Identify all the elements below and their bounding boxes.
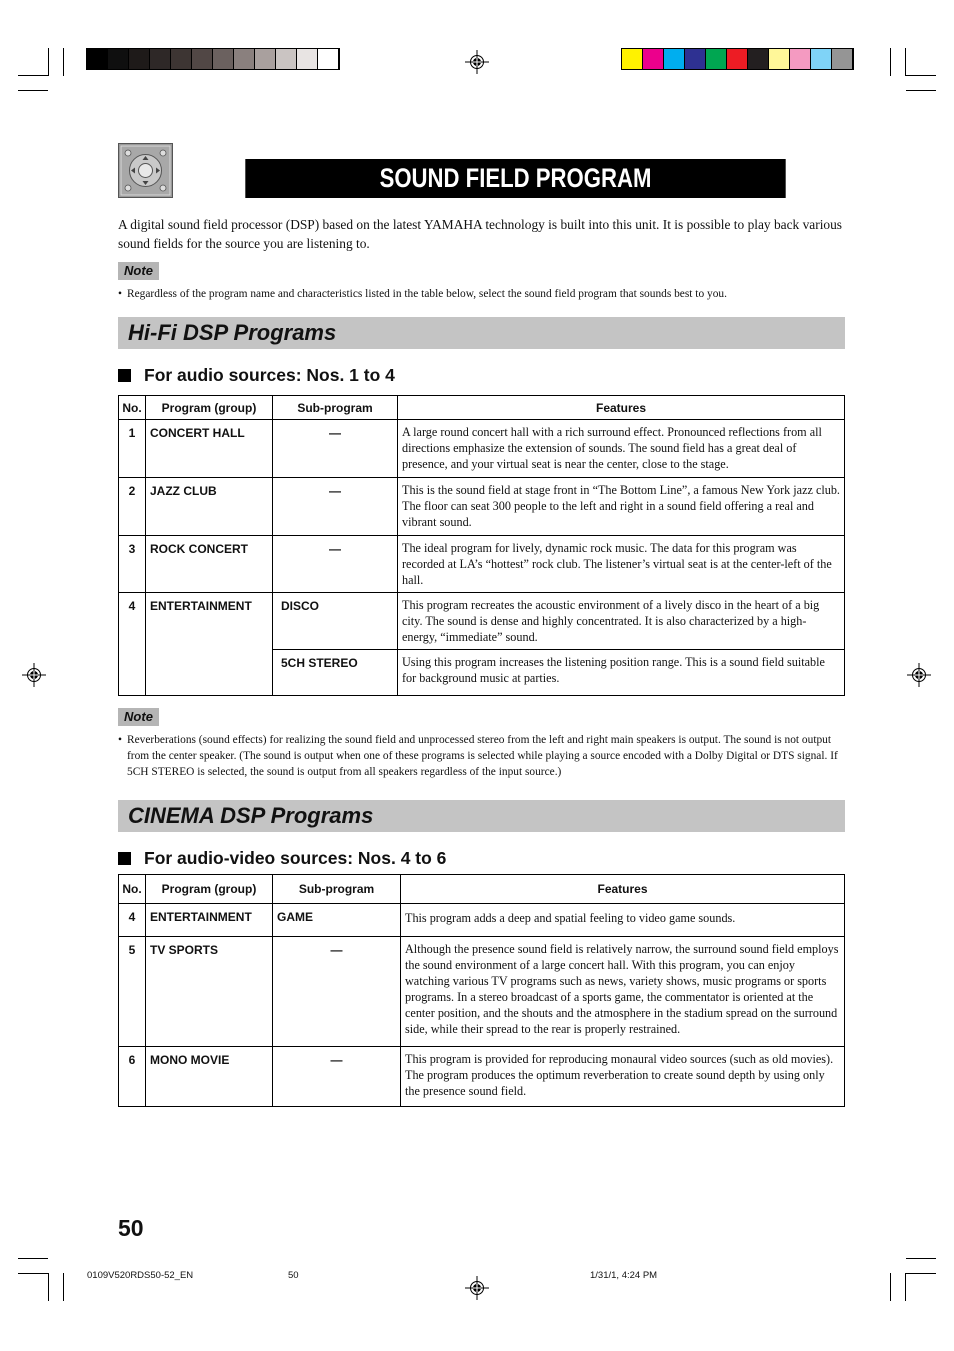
note-label: Note — [118, 708, 159, 726]
note-text — [118, 732, 846, 780]
column-header: Sub-program — [273, 396, 398, 420]
column-header: Sub-program — [273, 875, 401, 904]
program-name: MONO MOVIE — [146, 1047, 273, 1107]
program-features: Although the presence sound field is relatively narrow, the surround sound field employs the sound environment of a large concert hall. With this program, you can enjoy watching various TV programs such as news, variety shows, music programs or sports programs. In a stereo broadcast of a sports game, the commentator is oriented at the center position, and the shouts and the atmosphere in the stadium spread on the surround side, while their spread to the rear is properly restrained. — [401, 937, 845, 1047]
bullet: • — [118, 734, 122, 746]
registration-mark-icon — [22, 663, 46, 687]
program-features: Using this program increases the listening position range. This is a sound field suitable for background music at parties. — [398, 650, 845, 696]
crop-mark — [906, 90, 936, 91]
crop-mark — [18, 75, 48, 76]
calibration-swatch — [87, 49, 108, 69]
footer-date: 1/31/1, 4:24 PM — [590, 1270, 658, 1281]
crop-mark — [906, 75, 936, 76]
color-calibration-bars — [621, 48, 854, 70]
table-header-row — [119, 396, 845, 420]
calibration-swatch — [276, 49, 297, 69]
crop-mark — [18, 90, 48, 91]
program-number: 1 — [119, 420, 146, 478]
program-number: 4 — [119, 904, 146, 937]
grayscale-calibration-bars — [86, 48, 340, 70]
sub-program: — — [273, 937, 401, 1047]
calibration-swatch — [706, 49, 727, 69]
sub-program: DISCO — [273, 593, 398, 650]
calibration-swatch — [748, 49, 769, 69]
calibration-swatch — [664, 49, 685, 69]
calibration-swatch — [192, 49, 213, 69]
page-title: SOUND FIELD PROGRAM — [245, 159, 785, 198]
program-name: ENTERTAINMENT — [146, 904, 273, 937]
program-name: ROCK CONCERT — [146, 536, 273, 593]
calibration-swatch — [150, 49, 171, 69]
table-row — [119, 937, 845, 1047]
calibration-swatch — [643, 49, 664, 69]
sub-program: — — [273, 536, 398, 593]
cinema-program-table — [118, 874, 845, 1107]
calibration-swatch — [213, 49, 234, 69]
program-features: This is the sound field at stage front in “The Bottom Line”, a famous New York jazz club. The floor can seat 300 people to the left and right in a sound field offering a real and vibrant sound. — [398, 478, 845, 536]
crop-mark — [63, 48, 64, 76]
calibration-swatch — [297, 49, 318, 69]
crop-mark — [48, 48, 49, 76]
program-name: JAZZ CLUB — [146, 478, 273, 536]
registration-mark-icon — [465, 50, 489, 74]
calibration-swatch — [255, 49, 276, 69]
note-body: Reverberations (sound effects) for realizing the sound field and unprocessed stereo from the left and right main speakers is output. The sound is not output from the center speaker. (The sound is output when one of these programs is selected while playing a source encoded with a Dolby Digital or DTS signal. If 5CH STEREO is selected, the sound is output from all speakers regardless of the input source.) — [127, 734, 838, 778]
column-header: Program (group) — [146, 396, 273, 420]
crop-mark — [905, 48, 906, 76]
program-number: 3 — [119, 536, 146, 593]
calibration-swatch — [108, 49, 129, 69]
program-number: 2 — [119, 478, 146, 536]
calibration-swatch — [727, 49, 748, 69]
calibration-swatch — [685, 49, 706, 69]
sub-program: 5CH STEREO — [273, 650, 398, 696]
footer-page: 50 — [288, 1270, 299, 1281]
registration-mark-icon — [907, 663, 931, 687]
program-features: This program is provided for reproducing monaural video sources (such as old movies). The program produces the optimum reverberation to create sound depth by using only the presence sound field. — [401, 1047, 845, 1107]
subsection-heading — [118, 847, 446, 869]
program-name: TV SPORTS — [146, 937, 273, 1047]
table-header-row — [119, 875, 845, 904]
subsection-heading — [118, 364, 395, 386]
program-number: 4 — [119, 593, 146, 696]
program-features: This program recreates the acoustic environment of a lively disco in the heart of a big city. The sound is dense and highly concentrated. It is also characterized by a high-energy, “immediate” sound. — [398, 593, 845, 650]
crop-mark — [18, 1258, 48, 1259]
sub-program: GAME — [273, 904, 401, 937]
section-heading-bar — [118, 800, 845, 832]
table-row — [119, 478, 845, 536]
column-header: No. — [119, 875, 146, 904]
square-bullet-icon — [118, 369, 131, 382]
footer-file: 0109V520RDS50-52_EN — [87, 1270, 194, 1281]
table-row — [119, 536, 845, 593]
sub-program: — — [273, 420, 398, 478]
program-features: The ideal program for lively, dynamic rock music. The data for this program was recorded at LA’s “hottest” rock club. The listener’s virtual seat is at the center-left of the hall. — [398, 536, 845, 593]
crop-mark — [48, 1273, 49, 1301]
sub-program: — — [273, 478, 398, 536]
registration-mark-icon — [465, 1276, 489, 1300]
note-label: Note — [118, 262, 159, 280]
intro-paragraph: A digital sound field processor (DSP) based on the latest YAMAHA technology is built into this unit. It is possible to play back various sound fields for the source you are listening to. — [118, 217, 843, 251]
calibration-swatch — [769, 49, 790, 69]
calibration-swatch — [171, 49, 192, 69]
calibration-swatch — [318, 49, 339, 69]
table-row — [119, 593, 845, 650]
program-name: CONCERT HALL — [146, 420, 273, 478]
program-number: 5 — [119, 937, 146, 1047]
crop-mark — [905, 1273, 906, 1301]
crop-mark — [906, 1273, 936, 1274]
crop-mark — [890, 48, 891, 76]
subsection-heading-text: For audio-video sources: Nos. 4 to 6 — [144, 848, 447, 868]
remote-control-icon — [118, 143, 173, 198]
section-heading: CINEMA DSP Programs — [128, 803, 374, 828]
sub-program: — — [273, 1047, 401, 1107]
program-name: ENTERTAINMENT — [146, 593, 273, 696]
calibration-swatch — [811, 49, 832, 69]
bullet: • — [118, 288, 122, 300]
program-features: This program adds a deep and spatial feeling to video game sounds. — [401, 904, 845, 937]
crop-mark — [18, 1273, 48, 1274]
program-number: 6 — [119, 1047, 146, 1107]
section-heading: Hi-Fi DSP Programs — [128, 320, 337, 345]
calibration-swatch — [622, 49, 643, 69]
section-heading-bar — [118, 317, 845, 349]
column-header: Features — [398, 396, 845, 420]
calibration-swatch — [234, 49, 255, 69]
crop-mark — [63, 1273, 64, 1301]
page-number: 50 — [118, 1215, 144, 1241]
table-row — [119, 420, 845, 478]
column-header: Program (group) — [146, 875, 273, 904]
column-header: No. — [119, 396, 146, 420]
note-text — [118, 286, 846, 302]
calibration-swatch — [832, 49, 853, 69]
hifi-program-table — [118, 395, 845, 696]
subsection-heading-text: For audio sources: Nos. 1 to 4 — [144, 365, 395, 385]
crop-mark — [890, 1273, 891, 1301]
table-row — [119, 1047, 845, 1107]
column-header: Features — [401, 875, 845, 904]
square-bullet-icon — [118, 852, 131, 865]
crop-mark — [906, 1258, 936, 1259]
calibration-swatch — [129, 49, 150, 69]
note-body: Regardless of the program name and characteristics listed in the table below, select the sound field program that sounds best to you. — [127, 288, 727, 300]
calibration-swatch — [790, 49, 811, 69]
program-features: A large round concert hall with a rich surround effect. Pronounced reflections from all directions emphasize the extension of sounds. The sound field has a great deal of presence, and your virtual seat is near the center, close to the stage. — [398, 420, 845, 478]
table-row — [119, 904, 845, 937]
